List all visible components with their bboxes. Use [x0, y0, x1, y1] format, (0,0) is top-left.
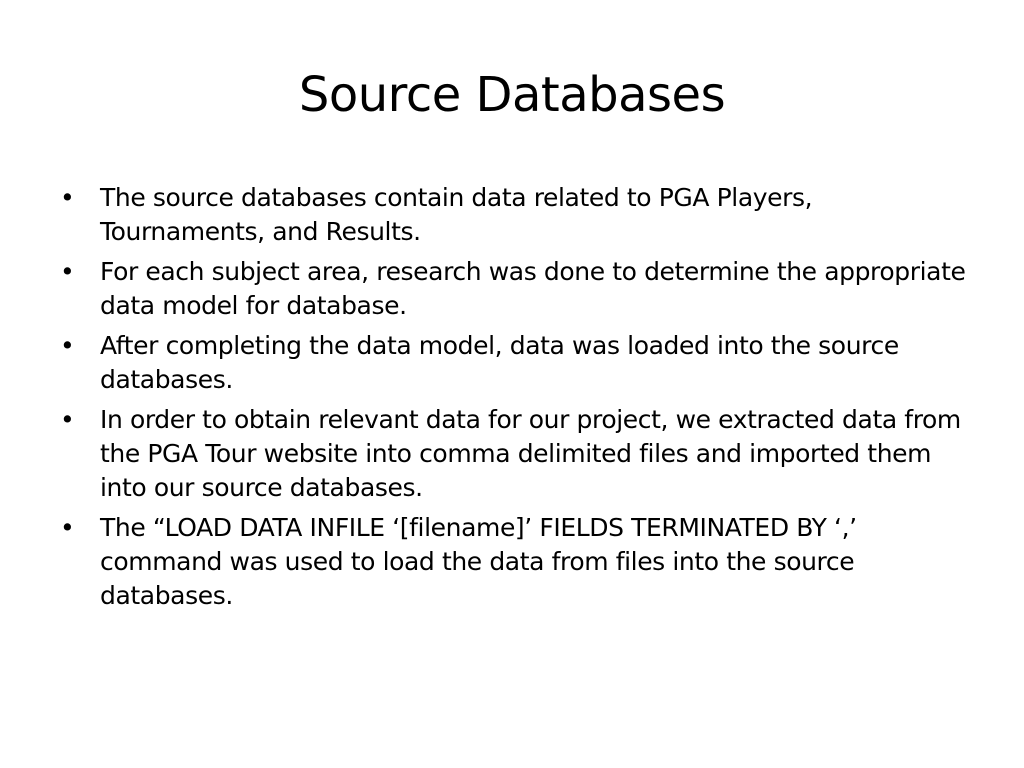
bullet-item-1 — [56, 181, 968, 249]
bullet-icon: • — [60, 331, 75, 360]
bullet-item-5 — [56, 511, 968, 613]
bullet-text: The source databases contain data related to PGA Players, Tournaments, and Results. — [100, 183, 813, 246]
bullet-item-3 — [56, 329, 968, 397]
bullet-icon: • — [60, 183, 75, 212]
bullet-item-2 — [56, 255, 968, 323]
bullet-icon: • — [60, 405, 75, 434]
bullet-text: For each subject area, research was done to determine the appropriate data model for database. — [100, 257, 966, 320]
bullet-text: The “LOAD DATA INFILE ‘[filename]’ FIELDS TERMINATED BY ‘,’ command was used to load the data from files into the source databases. — [100, 513, 857, 610]
bullet-icon: • — [60, 257, 75, 286]
bullet-item-4 — [56, 403, 968, 505]
slide-title: Source Databases — [298, 67, 726, 123]
bullet-text: In order to obtain relevant data for our project, we extracted data from the PGA Tour website into comma delimited files and imported them into our source databases. — [100, 405, 961, 502]
bullet-list — [56, 181, 968, 619]
bullet-text: After completing the data model, data was loaded into the source databases. — [100, 331, 899, 394]
bullet-icon: • — [60, 513, 75, 542]
